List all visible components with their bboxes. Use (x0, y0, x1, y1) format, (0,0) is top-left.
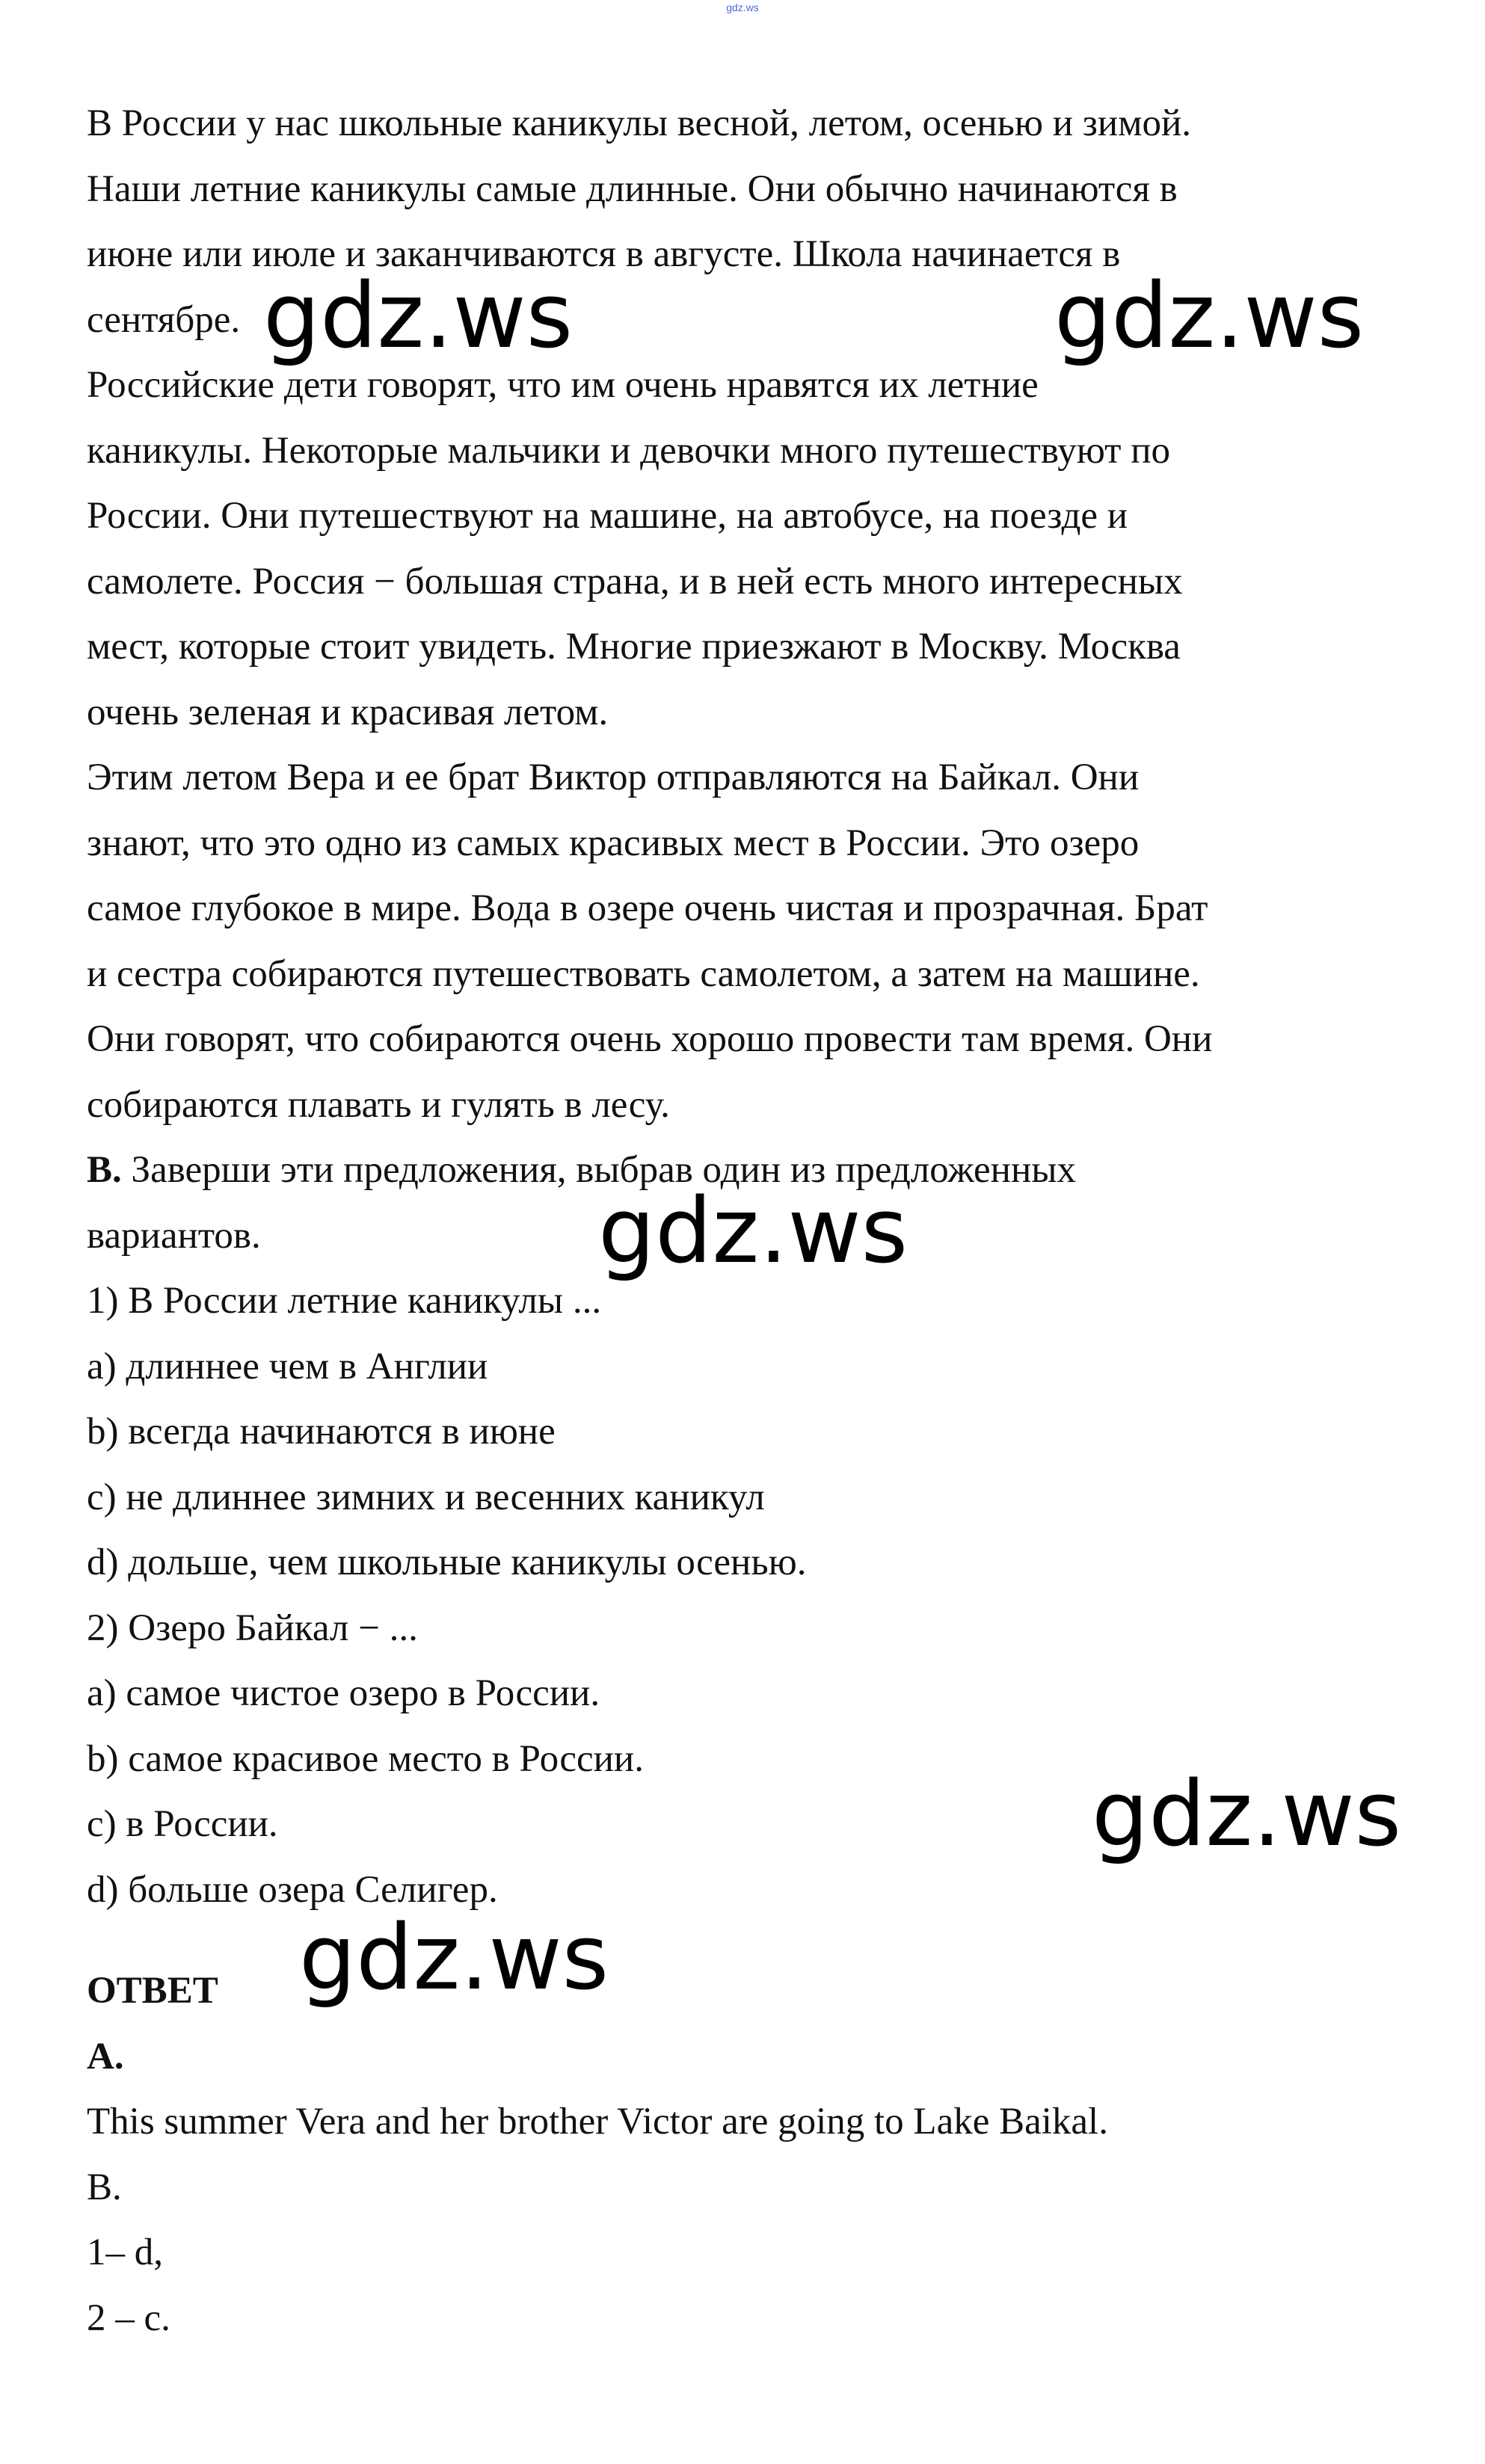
answer-part-b-label: B. (87, 2166, 122, 2208)
answer-item: 2 – c. (87, 2297, 170, 2339)
option-line: a) длиннее чем в Англии (87, 1345, 488, 1387)
text-line: Наши летние каникулы самые длинные. Они обычно начинаются в (87, 167, 1178, 210)
text-line: собираются плавать и гулять в лесу. (87, 1083, 670, 1126)
option-line: 1) В России летние каникулы ... (87, 1280, 602, 1322)
option-line: 2) Озеро Байкал − ... (87, 1607, 418, 1649)
option-line: d) дольше, чем школьные каникулы осенью. (87, 1541, 807, 1583)
text-line: мест, которые стоит увидеть. Многие приезжают в Москву. Москва (87, 626, 1181, 668)
text-line: июне или июле и заканчиваются в августе. Школа начинается в (87, 233, 1121, 275)
watermark-text: gdz.ws (299, 1906, 609, 2010)
option-line: b) самое красивое место в России. (87, 1737, 644, 1780)
text-line: сентябре. (87, 298, 241, 341)
task-b-text: Заверши эти предложения, выбрав один из предложенных (121, 1149, 1077, 1191)
option-line: b) всегда начинаются в июне (87, 1411, 556, 1453)
task-b-label: B. (87, 1149, 122, 1191)
answer-part-a-label: A. (87, 2035, 124, 2078)
watermark-text: gdz.ws (1054, 265, 1365, 369)
option-line: c) не длиннее зимних и весенних каникул (87, 1476, 765, 1518)
option-line: a) самое чистое озеро в России. (87, 1672, 600, 1714)
option-line: d) больше озера Селигер. (87, 1868, 498, 1911)
text-line: России. Они путешествуют на машине, на автобусе, на поезде и (87, 495, 1128, 537)
text-line: очень зеленая и красивая летом. (87, 691, 609, 733)
task-b-instruction-cont: вариантов. (87, 1214, 261, 1257)
answer-part-a-text: This summer Vera and her brother Victor are going to Lake Baikal. (87, 2101, 1108, 2143)
text-line: самое глубокое в мире. Вода в озере очень чистая и прозрачная. Брат (87, 887, 1208, 929)
text-line: знают, что это одно из самых красивых мест в России. Это озеро (87, 822, 1140, 864)
text-line: и сестра собираются путешествовать самолетом, а затем на машине. (87, 952, 1200, 995)
section-spacer (87, 1923, 1433, 1959)
answer-heading: ОТВЕТ (87, 1970, 218, 2012)
text-line: В России у нас школьные каникулы весной, летом, осенью и зимой. (87, 102, 1192, 144)
answer-item: 1– d, (87, 2232, 163, 2273)
text-line: Российские дети говорят, что им очень нравятся их летние (87, 364, 1039, 406)
watermark-text: gdz.ws (263, 265, 574, 369)
text-line: каникулы. Некоторые мальчики и девочки много путешествуют по (87, 429, 1170, 472)
text-line: Этим летом Вера и ее брат Виктор отправляются на Байкал. Они (87, 757, 1140, 798)
text-line: Они говорят, что собираются очень хорошо провести там время. Они (87, 1018, 1213, 1060)
option-line: c) в России. (87, 1803, 278, 1845)
watermark-text: gdz.ws (598, 1180, 908, 1284)
watermark-text: gdz.ws (1092, 1763, 1402, 1867)
header-watermark: gdz.ws (726, 1, 759, 13)
text-line: самолете. Россия − большая страна, и в ней есть много интересных (87, 560, 1183, 603)
